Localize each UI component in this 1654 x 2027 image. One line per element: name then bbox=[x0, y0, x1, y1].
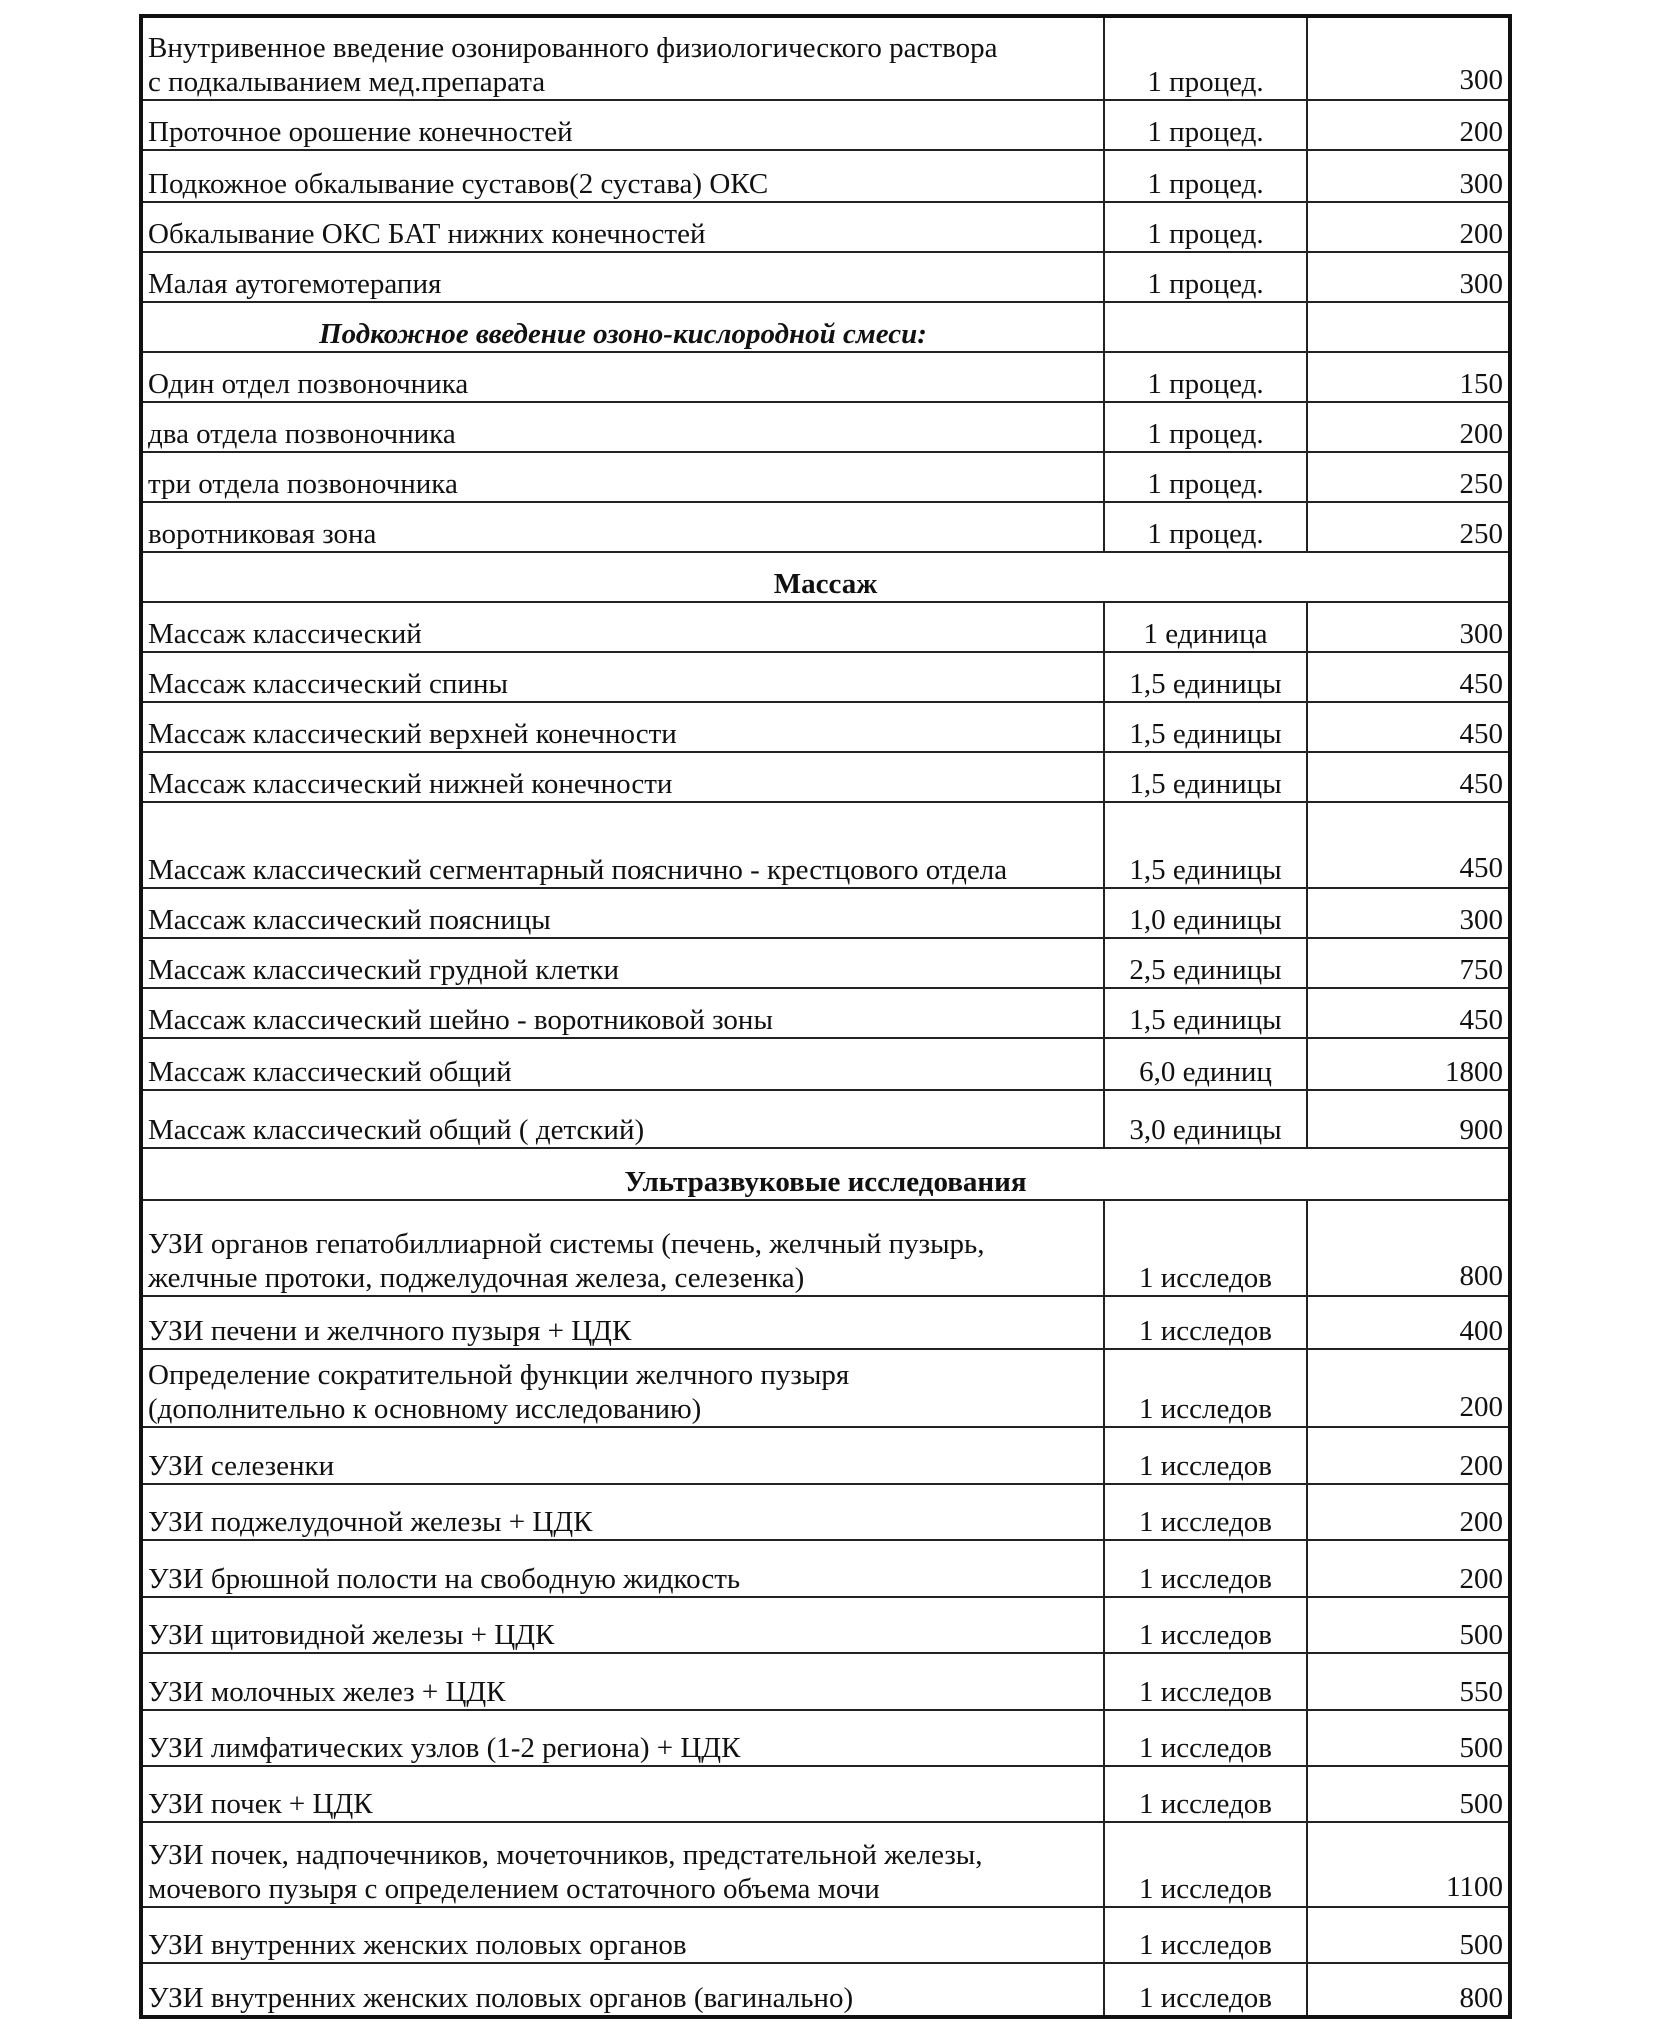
table-row bbox=[141, 100, 1510, 150]
service-unit: 1,5 единицы bbox=[1104, 988, 1307, 1038]
service-unit: 1 процед. bbox=[1104, 100, 1307, 150]
service-price: 250 bbox=[1307, 502, 1510, 552]
service-name-line: (дополнительно к основному исследованию) bbox=[148, 1393, 702, 1425]
service-name: УЗИ внутренних женских половых органов (вагинально) bbox=[141, 1963, 1104, 2017]
service-price: 200 bbox=[1307, 1427, 1510, 1484]
table-row bbox=[141, 938, 1510, 988]
price-cell bbox=[1307, 302, 1510, 352]
table-row bbox=[141, 202, 1510, 252]
service-name: Массаж классический спины bbox=[141, 652, 1104, 702]
service-name: УЗИ поджелудочной железы + ЦДК bbox=[141, 1484, 1104, 1540]
service-name: Массаж классический верхней конечности bbox=[141, 702, 1104, 752]
service-unit: 1,5 единицы bbox=[1104, 702, 1307, 752]
table-row bbox=[141, 1200, 1510, 1296]
table-row bbox=[141, 752, 1510, 802]
unit-cell bbox=[1104, 302, 1307, 352]
service-name: воротниковая зона bbox=[141, 502, 1104, 552]
service-name: УЗИ лимфатических узлов (1-2 региона) + ЦДК bbox=[141, 1710, 1104, 1766]
price-list-body bbox=[141, 16, 1510, 2017]
service-price: 150 bbox=[1307, 352, 1510, 402]
table-row bbox=[141, 1907, 1510, 1963]
service-price: 250 bbox=[1307, 452, 1510, 502]
service-unit: 1 исследов bbox=[1104, 1766, 1307, 1822]
service-name-line: Внутривенное введение озонированного физиологического раствора bbox=[148, 32, 998, 64]
service-price: 450 bbox=[1307, 988, 1510, 1038]
service-unit: 1 исследов bbox=[1104, 1653, 1307, 1710]
service-name: Массаж классический сегментарный пояснично - крестцового отдела bbox=[141, 802, 1104, 888]
table-row bbox=[141, 652, 1510, 702]
service-unit: 1,5 единицы bbox=[1104, 652, 1307, 702]
service-unit: 1 процед. bbox=[1104, 402, 1307, 452]
section-header-row bbox=[141, 1148, 1510, 1200]
service-name-line: УЗИ органов гепатобиллиарной системы (печень, желчный пузырь, bbox=[148, 1228, 985, 1260]
service-unit: 1 исследов bbox=[1104, 1484, 1307, 1540]
table-row bbox=[141, 1540, 1510, 1597]
service-unit: 1 процед. bbox=[1104, 352, 1307, 402]
service-unit: 1 исследов bbox=[1104, 1597, 1307, 1653]
service-price: 500 bbox=[1307, 1766, 1510, 1822]
table-row bbox=[141, 1349, 1510, 1427]
service-price: 300 bbox=[1307, 150, 1510, 202]
service-price: 400 bbox=[1307, 1296, 1510, 1349]
service-price: 300 bbox=[1307, 602, 1510, 652]
table-row bbox=[141, 452, 1510, 502]
section-header-row bbox=[141, 552, 1510, 602]
service-unit: 1 процед. bbox=[1104, 202, 1307, 252]
service-unit: 1 процед. bbox=[1104, 452, 1307, 502]
service-unit: 1 процед. bbox=[1104, 150, 1307, 202]
service-name: УЗИ внутренних женских половых органов bbox=[141, 1907, 1104, 1963]
service-name: УЗИ селезенки bbox=[141, 1427, 1104, 1484]
service-unit: 1,5 единицы bbox=[1104, 752, 1307, 802]
service-name-line: мочевого пузыря с определением остаточного объема мочи bbox=[148, 1873, 880, 1905]
table-row bbox=[141, 1038, 1510, 1090]
service-price: 300 bbox=[1307, 252, 1510, 302]
service-price: 900 bbox=[1307, 1090, 1510, 1148]
service-unit: 1 процед. bbox=[1104, 16, 1307, 100]
table-row bbox=[141, 1296, 1510, 1349]
service-name: УЗИ молочных желез + ЦДК bbox=[141, 1653, 1104, 1710]
service-price: 500 bbox=[1307, 1907, 1510, 1963]
table-row bbox=[141, 1090, 1510, 1148]
service-unit: 1 исследов bbox=[1104, 1296, 1307, 1349]
service-unit: 1 исследов bbox=[1104, 1963, 1307, 2017]
table-row bbox=[141, 602, 1510, 652]
service-name: Один отдел позвоночника bbox=[141, 352, 1104, 402]
service-unit: 1 исследов bbox=[1104, 1822, 1307, 1907]
service-price: 300 bbox=[1307, 16, 1510, 100]
service-unit: 1 исследов bbox=[1104, 1427, 1307, 1484]
service-name: УЗИ щитовидной железы + ЦДК bbox=[141, 1597, 1104, 1653]
table-row bbox=[141, 888, 1510, 938]
service-price: 200 bbox=[1307, 1540, 1510, 1597]
table-row bbox=[141, 352, 1510, 402]
table-row bbox=[141, 150, 1510, 202]
service-name: три отдела позвоночника bbox=[141, 452, 1104, 502]
service-name: Подкожное обкалывание суставов(2 сустава) ОКС bbox=[141, 150, 1104, 202]
table-row bbox=[141, 1963, 1510, 2017]
service-unit: 1 исследов bbox=[1104, 1349, 1307, 1427]
service-name-line: Определение сократительной функции желчного пузыря bbox=[148, 1359, 850, 1391]
service-unit: 1,0 единицы bbox=[1104, 888, 1307, 938]
service-price: 1800 bbox=[1307, 1038, 1510, 1090]
service-name bbox=[141, 16, 1104, 100]
table-row bbox=[141, 252, 1510, 302]
service-unit: 1,5 единицы bbox=[1104, 802, 1307, 888]
table-row bbox=[141, 1822, 1510, 1907]
service-unit: 1 исследов bbox=[1104, 1710, 1307, 1766]
service-unit: 1 процед. bbox=[1104, 252, 1307, 302]
service-name: Массаж классический общий bbox=[141, 1038, 1104, 1090]
subsection-title: Подкожное введение озоно-кислородной смеси: bbox=[141, 302, 1104, 352]
service-unit: 1 исследов bbox=[1104, 1200, 1307, 1296]
service-unit: 1 процед. bbox=[1104, 502, 1307, 552]
service-price: 450 bbox=[1307, 702, 1510, 752]
service-name: Массаж классический шейно - воротниковой зоны bbox=[141, 988, 1104, 1038]
table-row bbox=[141, 802, 1510, 888]
service-price: 200 bbox=[1307, 202, 1510, 252]
service-name: Массаж классический поясницы bbox=[141, 888, 1104, 938]
service-unit: 2,5 единицы bbox=[1104, 938, 1307, 988]
service-price: 450 bbox=[1307, 802, 1510, 888]
service-price: 800 bbox=[1307, 1963, 1510, 2017]
table-row bbox=[141, 1597, 1510, 1653]
service-price: 800 bbox=[1307, 1200, 1510, 1296]
service-price: 200 bbox=[1307, 100, 1510, 150]
service-price: 300 bbox=[1307, 888, 1510, 938]
service-name bbox=[141, 1349, 1104, 1427]
service-name: Проточное орошение конечностей bbox=[141, 100, 1104, 150]
table-row bbox=[141, 1766, 1510, 1822]
service-unit: 1 единица bbox=[1104, 602, 1307, 652]
service-price: 200 bbox=[1307, 402, 1510, 452]
table-row bbox=[141, 1710, 1510, 1766]
table-row bbox=[141, 702, 1510, 752]
table-row bbox=[141, 402, 1510, 452]
service-name-line: желчные протоки, поджелудочная железа, селезенка) bbox=[148, 1262, 805, 1294]
service-name: УЗИ почек + ЦДК bbox=[141, 1766, 1104, 1822]
service-name bbox=[141, 1200, 1104, 1296]
service-price: 500 bbox=[1307, 1597, 1510, 1653]
section-title: Ультразвуковые исследования bbox=[141, 1148, 1510, 1200]
service-name bbox=[141, 1822, 1104, 1907]
service-name: УЗИ брюшной полости на свободную жидкость bbox=[141, 1540, 1104, 1597]
service-name: Малая аутогемотерапия bbox=[141, 252, 1104, 302]
service-unit: 6,0 единиц bbox=[1104, 1038, 1307, 1090]
service-name: Массаж классический нижней конечности bbox=[141, 752, 1104, 802]
service-price: 1100 bbox=[1307, 1822, 1510, 1907]
section-title: Массаж bbox=[141, 552, 1510, 602]
table-row bbox=[141, 16, 1510, 100]
table-row bbox=[141, 1653, 1510, 1710]
service-unit: 1 исследов bbox=[1104, 1907, 1307, 1963]
table-row bbox=[141, 1427, 1510, 1484]
price-list-table bbox=[139, 14, 1512, 2019]
service-name: Массаж классический bbox=[141, 602, 1104, 652]
subsection-header-row bbox=[141, 302, 1510, 352]
service-price: 500 bbox=[1307, 1710, 1510, 1766]
service-name: Массаж классический грудной клетки bbox=[141, 938, 1104, 988]
service-name: два отдела позвоночника bbox=[141, 402, 1104, 452]
service-name: Массаж классический общий ( детский) bbox=[141, 1090, 1104, 1148]
service-unit: 3,0 единицы bbox=[1104, 1090, 1307, 1148]
service-price: 200 bbox=[1307, 1349, 1510, 1427]
service-name-line: с подкалыванием мед.препарата bbox=[148, 66, 546, 98]
service-price: 450 bbox=[1307, 652, 1510, 702]
service-unit: 1 исследов bbox=[1104, 1540, 1307, 1597]
service-price: 450 bbox=[1307, 752, 1510, 802]
service-price: 750 bbox=[1307, 938, 1510, 988]
table-row bbox=[141, 502, 1510, 552]
service-price: 200 bbox=[1307, 1484, 1510, 1540]
table-row bbox=[141, 988, 1510, 1038]
service-name: Обкалывание ОКС БАТ нижних конечностей bbox=[141, 202, 1104, 252]
service-name: УЗИ печени и желчного пузыря + ЦДК bbox=[141, 1296, 1104, 1349]
service-name-line: УЗИ почек, надпочечников, мочеточников, предстательной железы, bbox=[148, 1839, 983, 1871]
table-row bbox=[141, 1484, 1510, 1540]
service-price: 550 bbox=[1307, 1653, 1510, 1710]
